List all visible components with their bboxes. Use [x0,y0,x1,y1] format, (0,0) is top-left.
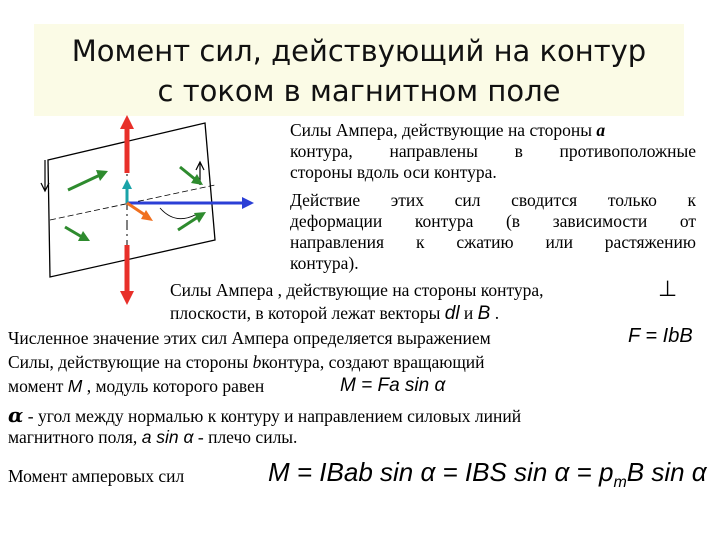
orange-vector-arrow [127,203,145,215]
magnetic-field-arrowhead [242,197,254,209]
force-up-arrowhead [120,115,134,129]
title-line-1: Момент сил, действующий на контур [71,34,647,68]
para-4: Численное значение этих сил Ампера определяется выражением [8,328,491,348]
var-a: a [596,120,606,140]
var-b: b [252,352,262,372]
formula-lever-arm: a sin α [141,427,194,447]
para-7: Момент амперовых сил [8,466,185,486]
vector-B: B [477,303,491,324]
para-2-line-2: деформации контура (в зависимости от [290,211,696,231]
formula-ampere-moment: M = IBab sin α = IBS $\sin \alpha = p_mB$ sin α [268,457,707,492]
para-3-line-2: плоскости, в которой лежат векторы dl и B . [170,303,500,324]
para-1-line-1: Силы Ампера, действующие на стороны a [290,120,606,140]
para-5-line-1: Силы, действующие на стороны bконтура, создают вращающий [8,352,485,372]
para-1-line-2: контура, направлены в противоположные [290,141,696,161]
slide-title [34,24,684,116]
para-2-line-4: контура). [290,253,359,273]
para-5-line-2: момент M , модуль которого равен [8,376,265,396]
para-6-line-2: магнитного поля, a sin α - плечо силы. [8,427,298,447]
vector-dl: dl [444,303,460,324]
var-M: M [67,376,83,396]
formula-force: F = IbB [628,325,693,347]
force-down-arrowhead [120,291,134,305]
green-force-lower-left [65,227,82,237]
formula-moment: M = Fa sin α [340,375,446,396]
green-force-upper-left [68,175,100,190]
alpha-symbol: α [8,403,24,427]
para-2-line-1: Действие этих сил сводится только к [290,190,696,210]
normal-arrowhead [122,179,132,189]
para-1-line-3: стороны вдоль оси контура. [290,162,497,182]
para-6-line-1: α - угол между нормалью к контуру и направлением силовых линий [8,403,522,427]
current-loop [48,123,215,277]
orange-vector-arrowhead [141,210,153,221]
angle-arc [160,208,195,219]
subscript-m: m [613,474,627,492]
perpendicular-symbol: ⊥ [658,276,678,301]
para-2-line-3: направления к сжатию или растяжению [290,232,696,252]
para-3-line-1: Силы Ампера , действующие на стороны контура, [170,280,544,300]
title-line-2: с током в магнитном поле [157,74,561,108]
green-force-upper-right [180,167,196,180]
